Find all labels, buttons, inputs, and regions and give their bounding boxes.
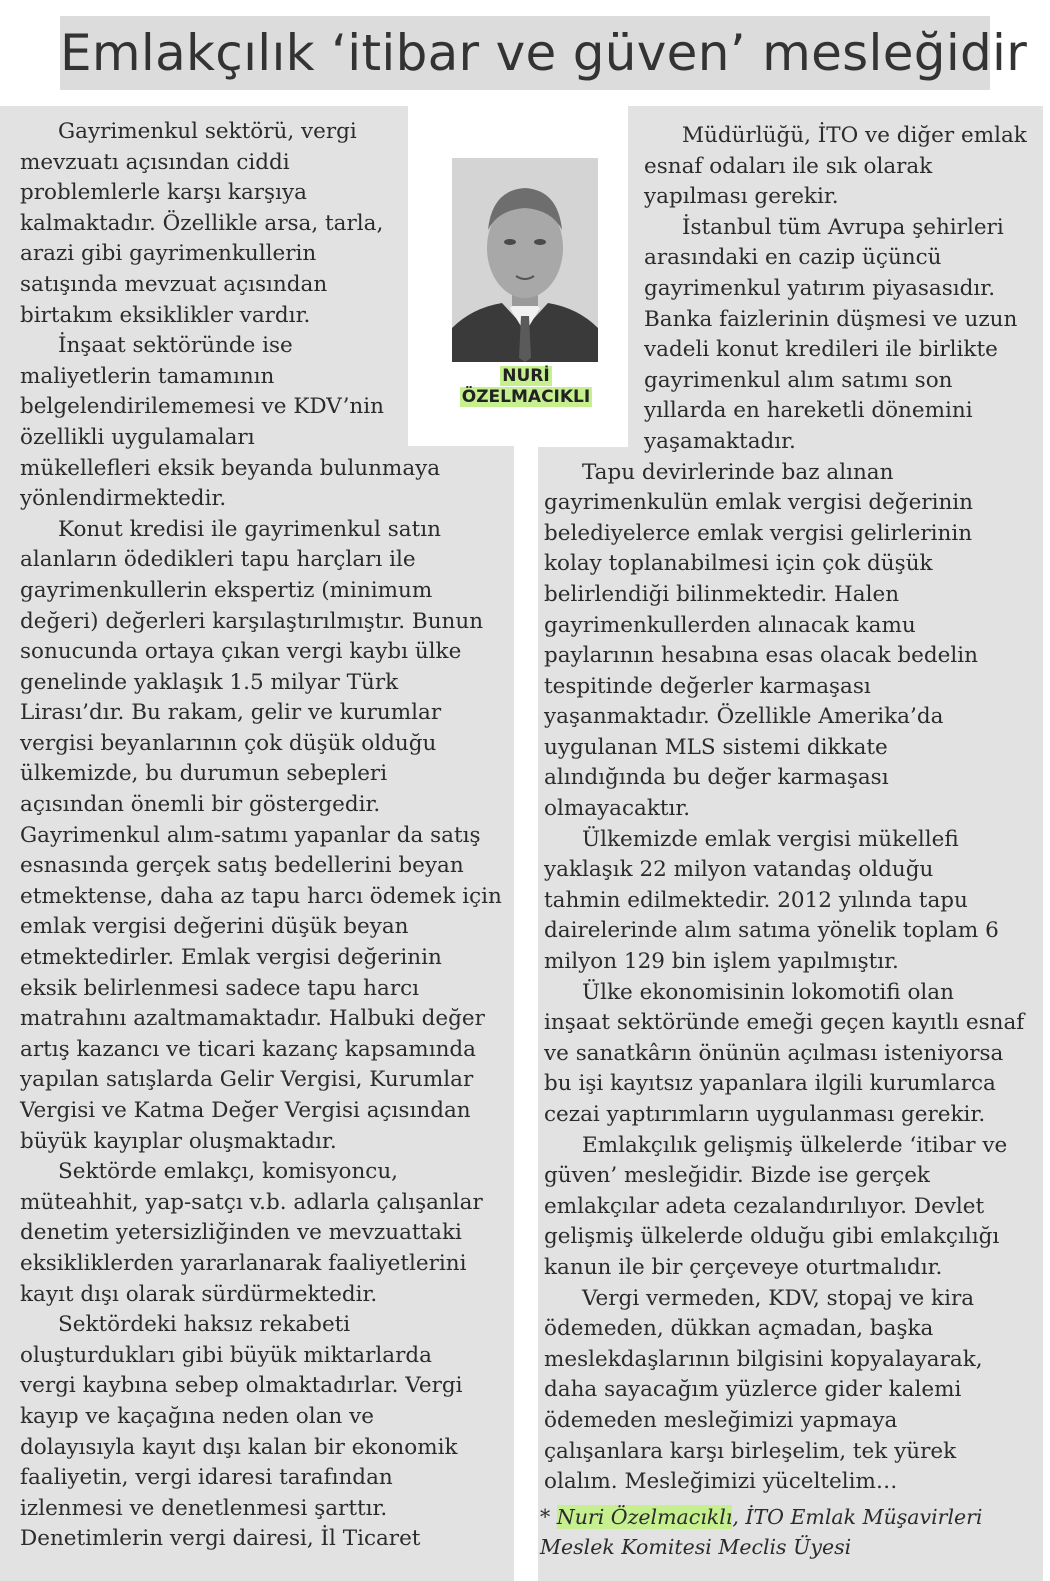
article-line: bu işi kayıtsız yapanlara ilgili kurumlarca (544, 1071, 996, 1097)
article-line: emlak vergisi değerini düşük beyan (20, 914, 409, 940)
article-line: oluşturdukları gibi büyük miktarlarda (20, 1342, 432, 1368)
article-line: sonucunda ortaya çıkan vergi kaybı ülke (20, 639, 462, 665)
article-line: Tapu devirlerinde baz alınan (582, 459, 894, 485)
article-line: satışında mevzuat açısından (20, 271, 328, 297)
article-line: Ülkemizde emlak vergisi mükellefi (582, 826, 959, 852)
article-line: Sektördeki haksız rekabeti (58, 1312, 351, 1338)
article-line: gayrimenkullerin ekspertiz (minimum (20, 577, 433, 603)
article-line: Sektörde emlakçı, komisyoncu, (58, 1159, 399, 1185)
article-line: belediyelerce emlak vergisi gelirlerinin (544, 520, 973, 546)
article-line: kalmaktadır. Özellikle arsa, tarla, (20, 210, 384, 236)
author-footnote (540, 1502, 983, 1562)
article-line: değeri) değerleri karşılaştırılmıştır. Bunun (20, 608, 484, 634)
article-line: vadeli konut kredileri ile birlikte (644, 337, 998, 363)
article-line: gayrimenkulün emlak vergisi değerinin (544, 490, 974, 516)
article-line: etmektedirler. Emlak vergisi değerinin (20, 945, 442, 971)
article-line: çalışanlara karşı birleşelim, tek yürek (544, 1438, 957, 1464)
article-line: faaliyetin, vergi idaresi tarafından (20, 1465, 393, 1491)
article-line: emlakçılar adeta cezalandırılıyor. Devlet (544, 1193, 985, 1219)
footnote-author-name: Nuri Özelmacıklı (556, 1505, 733, 1529)
author-last-name: ÖZELMACIKLI (461, 387, 591, 407)
article-line: mevzuatı açısından ciddi (20, 149, 290, 175)
article-line: özellikli uygulamaları (20, 424, 255, 450)
article-line: arasındaki en cazip üçüncü (644, 245, 942, 271)
article-line: milyon 129 bin işlem yapılmıştır. (544, 949, 899, 975)
article-line: etmektense, daha az tapu harcı ödemek için (20, 883, 502, 909)
article-line: mükellefleri eksik beyanda bulunmaya (20, 455, 441, 481)
article-line: Konut kredisi ile gayrimenkul satın (58, 516, 441, 542)
article-line: belirlendiği bilinmektedir. Halen (544, 581, 900, 607)
author-first-name: NURİ (502, 366, 550, 386)
footnote-title-line2: Meslek Komitesi Meclis Üyesi (540, 1535, 852, 1559)
article-line: vergisi beyanlarının çok düşük olduğu (20, 730, 437, 756)
article-line: eksikliklerden yararlanarak faaliyetlerini (20, 1250, 467, 1276)
article-line: gayrimenkul yatırım piyasasıdır. (644, 275, 996, 301)
article-line: arazi gibi gayrimenkullerin (20, 241, 317, 267)
right-column (544, 121, 1027, 1498)
article-line: matrahını azaltmamaktadır. Halbuki değer (20, 1006, 485, 1032)
article-line: alındığında bu değer karmaşası (544, 765, 889, 791)
article-line: İstanbul tüm Avrupa şehirleri (682, 214, 1004, 240)
article-line: Vergisi ve Katma Değer Vergisi açısından (20, 1098, 471, 1123)
article-line: artış kazancı ve ticari kazanç kapsamında (20, 1036, 477, 1062)
article-line: yaklaşık 22 milyon vatandaş olduğu (544, 857, 934, 883)
article-line: tahmin edilmektedir. 2012 yılında tapu (544, 887, 968, 913)
article-line: güven’ mesleğidir. Bizde ise gerçek (544, 1163, 930, 1189)
article-line: İnşaat sektöründe ise (58, 333, 293, 359)
article-line: problemlerle karşı karşıya (20, 180, 307, 206)
article-line: müteahhit, yap-satçı v.b. adlarla çalışanlar (20, 1189, 483, 1215)
article-line: izlenmesi ve denetlenmesi şarttır. (20, 1495, 388, 1521)
article-line: ödemeden mesleğimizi yapmaya (544, 1407, 898, 1433)
article-line: Banka faizlerinin düşmesi ve uzun (644, 306, 1018, 332)
article-line: birtakım eksiklikler vardır. (20, 302, 311, 328)
article-line: esnasında gerçek satış bedellerini beyan (20, 853, 464, 879)
article-line: gelişmiş ülkelerde olduğu gibi emlakçılığı (544, 1224, 1000, 1250)
article-line: yapılan satışlarda Gelir Vergisi, Kurumlar (20, 1067, 474, 1093)
article-line: daha sayacağım yüzlerce gider kalemi (544, 1377, 962, 1403)
left-column (20, 117, 502, 1555)
article-line: dolayısıyla kayıt dışı kalan bir ekonomik (20, 1434, 458, 1460)
article-line: dairelerinde alım satıma yönelik toplam 6 (544, 918, 999, 944)
article-line: genelinde yaklaşık 1.5 milyar Türk (20, 669, 399, 695)
article-line: eksik belirlenmesi sadece tapu harcı (20, 975, 420, 1001)
article-line: yıllarda en hareketli dönemini (644, 398, 973, 424)
article-line: gayrimenkul alım satımı son (644, 367, 953, 393)
article-line: yönlendirmektedir. (20, 486, 227, 512)
article-line: uygulanan MLS sistemi dikkate (544, 734, 888, 760)
article-line: cezai yaptırımların uygulanması gerekir. (544, 1102, 986, 1127)
article-line: inşaat sektöründe emeği geçen kayıtlı esnaf (544, 1010, 1025, 1036)
article-line: vergi kaybına sebep olmaktadırlar. Vergi (20, 1373, 463, 1399)
article-line: kayıt dışı olarak sürdürmektedir. (20, 1281, 378, 1307)
article-line: ve sanatkârın önünün açılması isteniyorsa (544, 1040, 1004, 1066)
article-line: Müdürlüğü, İTO ve diğer emlak (682, 123, 1027, 148)
article-line: esnaf odaları ile sık olarak (644, 153, 933, 179)
article-line: kolay toplanabilmesi için çok düşük (544, 551, 933, 577)
article-line: Emlakçılık gelişmiş ülkelerde ‘itibar ve (582, 1132, 1008, 1158)
article-line: gayrimenkullerden alınacak kamu (544, 612, 916, 638)
article-line: denetim yetersizliğinden ve mevzuattaki (20, 1220, 462, 1246)
article-line: maliyetlerin tamamının (20, 363, 275, 389)
article-line: Gayrimenkul alım-satımı yapanlar da satış (20, 822, 481, 848)
article-line: paylarının hesabına esas olacak bedelin (544, 643, 978, 669)
article-line: yaşamaktadır. (644, 428, 796, 454)
article-line: olmayacaktır. (544, 796, 691, 822)
article-line: yaşanmaktadır. Özellikle Amerika’da (544, 704, 944, 730)
article-line: büyük kayıplar oluşmaktadır. (20, 1128, 337, 1154)
article-line: tespitinde değerler karmaşası (544, 673, 871, 699)
article-line: kayıp ve kaçağına neden olan ve (20, 1403, 374, 1429)
article-line: Ülke ekonomisinin lokomotifi olan (582, 979, 954, 1005)
article-line: kanun ile bir çerçeveye oturtmalıdır. (544, 1254, 943, 1280)
footnote-title-line1: , İTO Emlak Müşavirleri (732, 1505, 983, 1529)
article-line: meslekdaşlarının bilgisini kopyalayarak, (544, 1346, 983, 1372)
article-line: yapılması gerekir. (644, 184, 839, 210)
article-line: ülkemizde, bu durumun sebepleri (20, 761, 388, 787)
article-line: ödemeden, dükkan açmadan, başka (544, 1316, 934, 1342)
article-line: olalım. Mesleğimizi yüceltelim… (544, 1469, 898, 1495)
article-line: Lirası’dır. Bu rakam, gelir ve kurumlar (20, 700, 442, 726)
article-line: alanların ödedikleri tapu harçları ile (20, 547, 416, 573)
article-line: Denetimlerin vergi dairesi, İl Ticaret (20, 1526, 421, 1552)
article-line: belgelendirilememesi ve KDV’nin (20, 394, 384, 420)
article-line: açısından önemli bir göstergedir. (20, 792, 381, 818)
article-line: Gayrimenkul sektörü, vergi (58, 119, 357, 144)
headline: Emlakçılık ‘itibar ve güven’ mesleğidir (60, 16, 990, 90)
article-line: Vergi vermeden, KDV, stopaj ve kira (582, 1285, 975, 1311)
footnote-marker: * (540, 1505, 551, 1529)
